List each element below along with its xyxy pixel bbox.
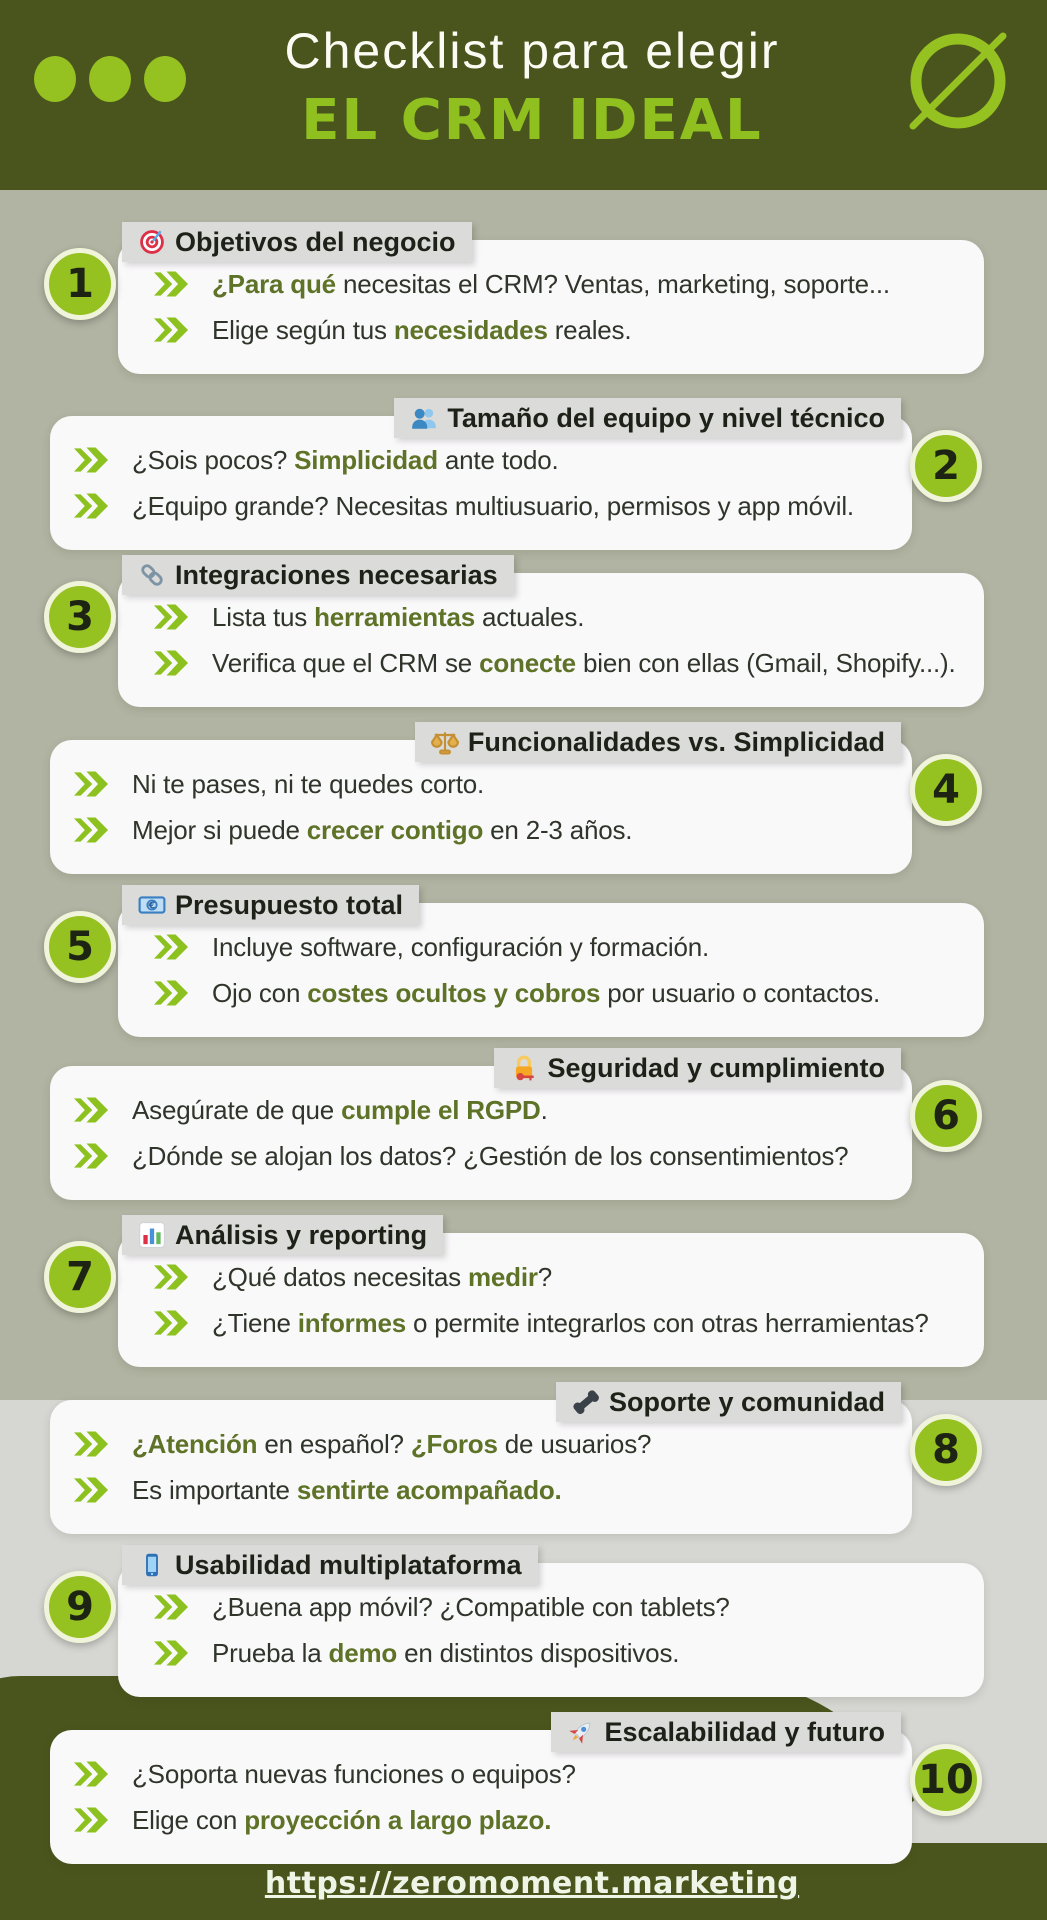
scale-icon (431, 728, 459, 756)
bullet-text: ¿Para qué necesitas el CRM? Ventas, marketing, soporte... (212, 268, 890, 299)
bullet-text: Verifica que el CRM se conecte bien con ellas (Gmail, Shopify...). (212, 647, 956, 678)
bullet-line (74, 815, 912, 846)
header-banner (0, 0, 1047, 190)
bullet-text: ¿Qué datos necesitas medir? (212, 1261, 553, 1292)
svg-text:€: € (148, 900, 156, 912)
item-title-tag (122, 1545, 538, 1585)
people-icon (410, 404, 438, 432)
item-number-badge: 9 (44, 1571, 116, 1643)
item-number-badge: 6 (910, 1080, 982, 1152)
chart-icon (138, 1221, 166, 1249)
item-title: Escalabilidad y futuro (604, 1716, 885, 1747)
bullet-line (74, 1141, 912, 1172)
item-title: Soporte y comunidad (608, 1386, 885, 1417)
bullet-text: Mejor si puede crecer contigo en 2-3 años. (132, 814, 633, 845)
item-number-badge: 3 (44, 581, 116, 653)
item-number-badge: 2 (910, 430, 982, 502)
item-title: Seguridad y cumplimiento (547, 1052, 885, 1083)
double-arrow-icon (154, 1310, 188, 1336)
bullet-line (154, 602, 984, 633)
item-number-badge: 8 (910, 1414, 982, 1486)
double-arrow-icon (154, 934, 188, 960)
item-title: Funcionalidades vs. Simplicidad (467, 726, 885, 757)
item-title: Usabilidad multiplataforma (175, 1549, 522, 1580)
item-number-badge: 5 (44, 911, 116, 983)
footer-url-link[interactable]: https://zeromoment.marketing (264, 1866, 800, 1901)
bullet-line (74, 1475, 912, 1506)
bullet-line (74, 491, 912, 522)
bullet-line (154, 648, 984, 679)
link-icon (138, 561, 166, 589)
item-number-badge: 10 (910, 1744, 982, 1816)
bullet-line (154, 978, 984, 1009)
bullet-text: ¿Sois pocos? Simplicidad ante todo. (132, 444, 559, 475)
bullet-line (154, 1592, 984, 1623)
dot-icon (89, 56, 131, 102)
dot-icon (144, 56, 186, 102)
item-title: Tamaño del equipo y nivel técnico (447, 402, 885, 433)
double-arrow-icon (74, 447, 108, 473)
bullet-line (74, 769, 912, 800)
item-title-tag (551, 1712, 901, 1752)
item-title-tag (494, 1048, 901, 1088)
double-arrow-icon (154, 1640, 188, 1666)
bullet-text: ¿Soporta nuevas funciones o equipos? (132, 1758, 576, 1789)
bullet-line (154, 1308, 984, 1339)
item-title-tag (415, 722, 901, 762)
bullet-text: ¿Equipo grande? Necesitas multiusuario, permisos y app móvil. (132, 490, 854, 521)
bullet-text: ¿Tiene informes o permite integrarlos con otras herramientas? (212, 1307, 929, 1338)
phone-icon (572, 1388, 600, 1416)
bullet-text: ¿Dónde se alojan los datos? ¿Gestión de los consentimientos? (132, 1140, 849, 1171)
bullet-text: ¿Atención en español? ¿Foros de usuarios? (132, 1428, 652, 1459)
bullet-text: Ni te pases, ni te quedes corto. (132, 768, 485, 799)
bullet-text: Lista tus herramientas actuales. (212, 601, 585, 632)
item-number-badge: 1 (44, 248, 116, 320)
double-arrow-icon (74, 1097, 108, 1123)
double-arrow-icon (74, 771, 108, 797)
item-title: Presupuesto total (175, 889, 404, 920)
banknote-icon (138, 891, 166, 919)
dots-decoration (34, 56, 186, 102)
double-arrow-icon (74, 1431, 108, 1457)
item-title: Objetivos del negocio (175, 226, 456, 257)
double-arrow-icon (74, 1477, 108, 1503)
item-title-tag (122, 1215, 443, 1255)
dot-icon (34, 56, 76, 102)
bullet-line (154, 315, 984, 346)
item-title-tag (122, 555, 514, 595)
page-title: Checklist para elegir (284, 23, 780, 79)
bullet-line (74, 1805, 912, 1836)
double-arrow-icon (74, 493, 108, 519)
target-icon (138, 228, 166, 256)
item-title-tag (122, 222, 472, 262)
bullet-text: ¿Buena app móvil? ¿Compatible con tablets? (212, 1591, 730, 1622)
double-arrow-icon (74, 1143, 108, 1169)
double-arrow-icon (154, 271, 188, 297)
double-arrow-icon (74, 817, 108, 843)
double-arrow-icon (154, 1264, 188, 1290)
bullet-text: Elige según tus necesidades reales. (212, 314, 632, 345)
bullet-line (74, 1095, 912, 1126)
item-title-tag (556, 1382, 901, 1422)
item-number-badge: 4 (910, 754, 982, 826)
bullet-text: Elige con proyección a largo plazo. (132, 1804, 552, 1835)
mobile-icon (138, 1551, 166, 1579)
double-arrow-icon (154, 650, 188, 676)
bullet-text: Incluye software, configuración y formación. (212, 931, 709, 962)
bullet-line (74, 445, 912, 476)
item-title-tag (394, 398, 901, 438)
rocket-icon (567, 1718, 595, 1746)
bullet-line (154, 1262, 984, 1293)
lock-icon (510, 1054, 538, 1082)
item-title: Análisis y reporting (175, 1219, 428, 1250)
double-arrow-icon (154, 980, 188, 1006)
double-arrow-icon (154, 604, 188, 630)
double-arrow-icon (154, 1594, 188, 1620)
bullet-text: Es importante sentirte acompañado. (132, 1474, 562, 1505)
bullet-line (74, 1429, 912, 1460)
double-arrow-icon (74, 1761, 108, 1787)
bullet-text: Prueba la demo en distintos dispositivos. (212, 1637, 680, 1668)
bullet-line (154, 932, 984, 963)
bullet-line (154, 269, 984, 300)
item-number-badge: 7 (44, 1241, 116, 1313)
bullet-text: Asegúrate de que cumple el RGPD. (132, 1094, 548, 1125)
double-arrow-icon (154, 317, 188, 343)
item-title-tag (122, 885, 419, 925)
page-subtitle: EL CRM IDEAL (301, 88, 763, 153)
bullet-text: Ojo con costes ocultos y cobros por usuario o contactos. (212, 977, 880, 1008)
bullet-line (74, 1759, 912, 1790)
double-arrow-icon (74, 1807, 108, 1833)
zeromoment-logo-icon (900, 22, 1018, 142)
bullet-line (154, 1638, 984, 1669)
item-title: Integraciones necesarias (175, 559, 498, 590)
